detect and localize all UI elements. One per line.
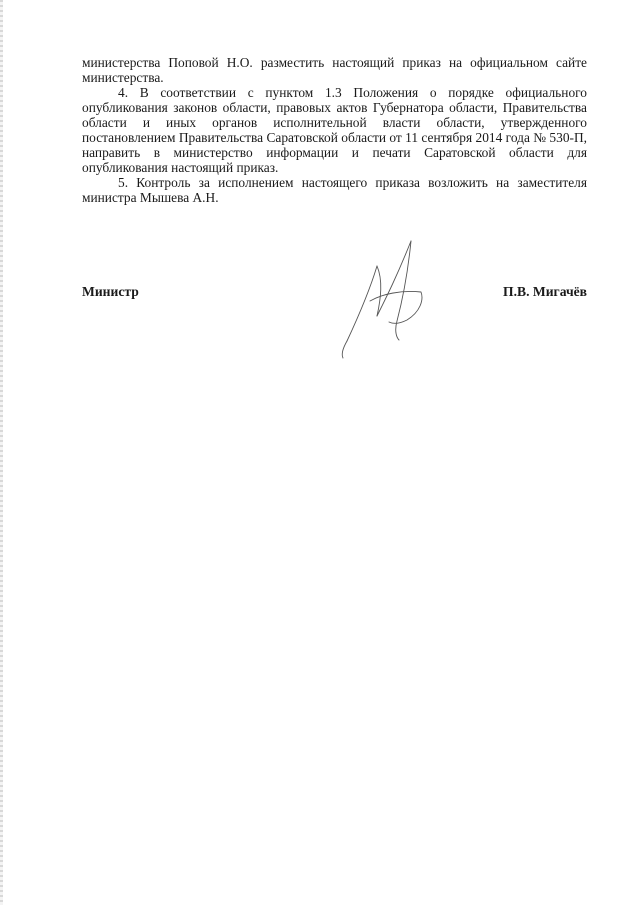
paragraph-item-4: 4. В соответствии с пунктом 1.3 Положения о порядке официального опубликования законов области, правовых актов Губернатора области, Правительства области и иных органов исполнительной власти области, утвержденного постановлением Правительства Саратовской области от 11 сентября 2014 года № 530-П, направить в министерство информации и печати Саратовской области для опубликования настоящий приказ. <box>82 85 587 175</box>
paragraph-continuation: министерства Поповой Н.О. разместить настоящий приказ на официальном сайте министерства. <box>82 55 587 85</box>
handwritten-signature <box>337 236 437 361</box>
paragraph-item-5: 5. Контроль за исполнением настоящего приказа возложить на заместителя министра Мышева А.Н. <box>82 175 587 205</box>
signatory-name: П.В. Мигачёв <box>503 284 587 299</box>
document-body <box>82 55 587 205</box>
scan-edge <box>0 0 3 905</box>
signature-block <box>82 236 587 366</box>
signatory-title: Министр <box>82 284 139 299</box>
